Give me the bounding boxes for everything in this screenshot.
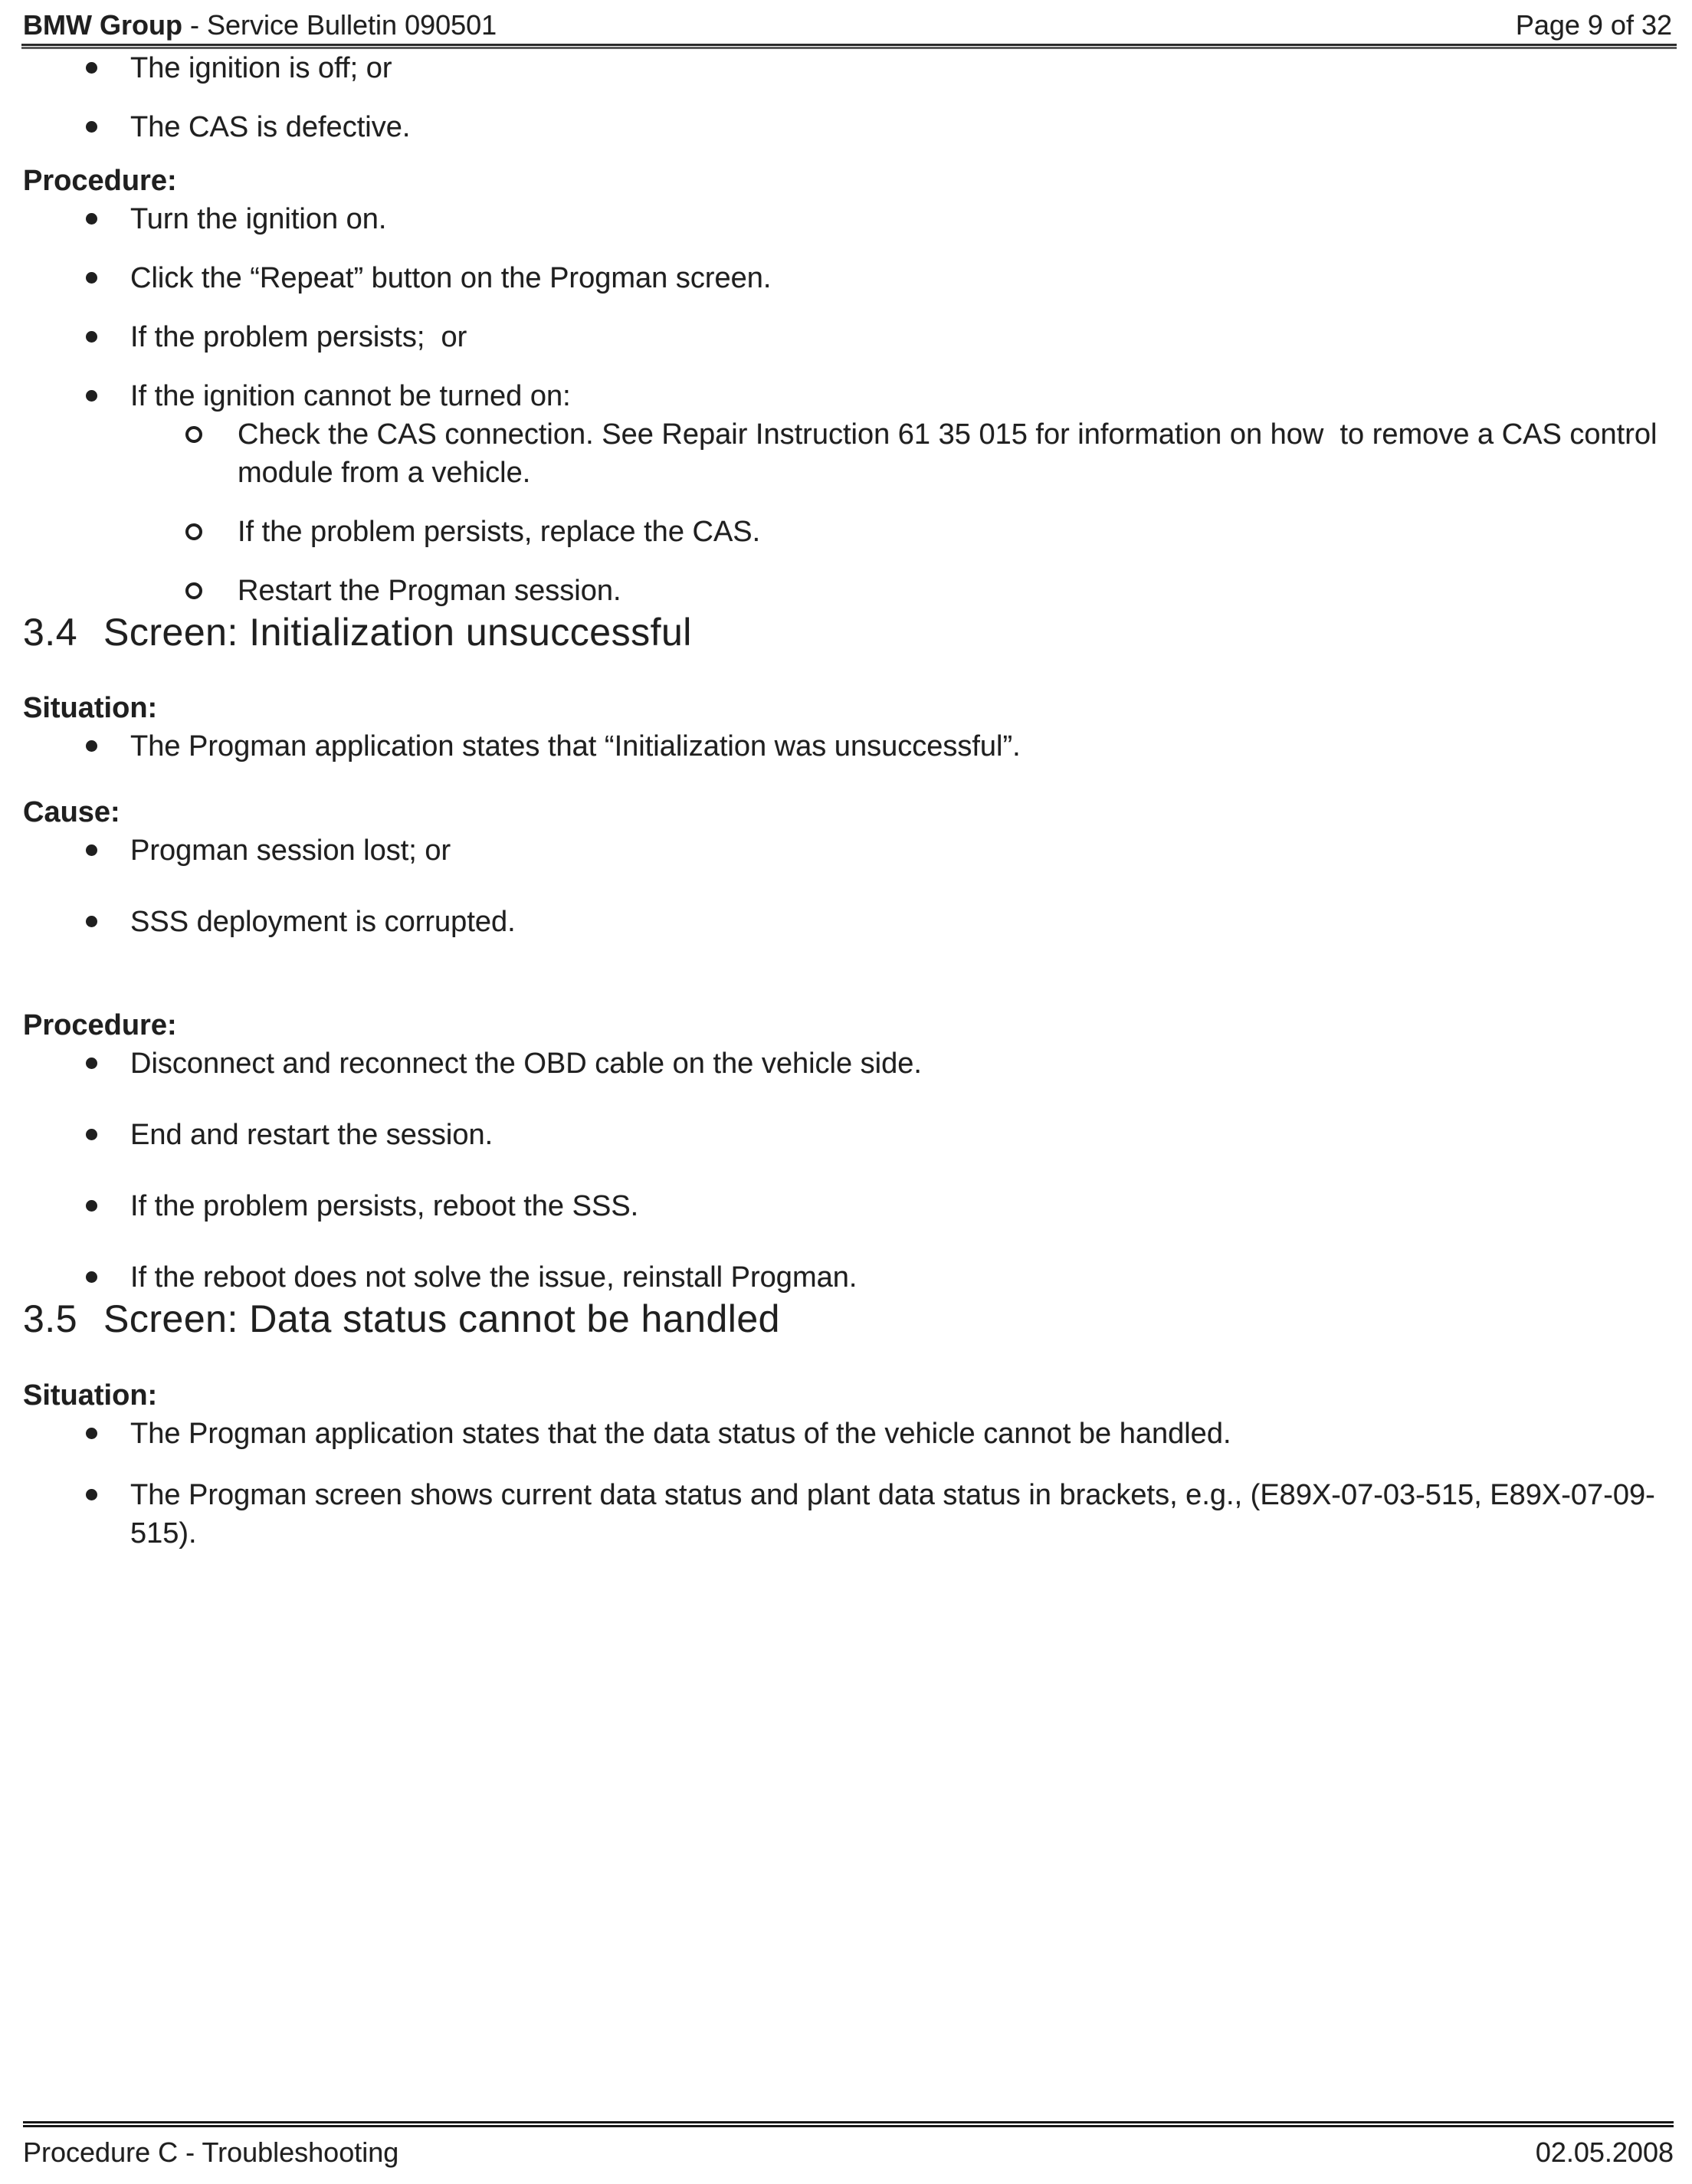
procedure-bullet-list	[23, 200, 1672, 415]
sub-list-item-text: Check the CAS connection. See Repair Instruction 61 35 015 for information on how to remove a CAS control module from a vehicle.	[238, 418, 1666, 489]
list-item	[23, 49, 1672, 87]
list-item-text: The CAS is defective.	[130, 111, 411, 143]
list-item	[23, 318, 1672, 356]
page-indicator: Page 9 of 32	[1515, 9, 1672, 41]
intro-bullet-list	[23, 49, 1672, 146]
header-rule	[21, 44, 1677, 49]
list-item-text: The ignition is off; or	[130, 52, 392, 84]
list-item-text: SSS deployment is corrupted.	[130, 906, 516, 938]
page-footer	[23, 2121, 1674, 2170]
list-item	[23, 831, 1672, 870]
list-item-text: The Progman application states that the data status of the vehicle cannot be handled.	[130, 1418, 1231, 1450]
situation2-bullet-list	[23, 1415, 1672, 1553]
procedure-label: Procedure:	[23, 165, 177, 197]
list-item-text: End and restart the session.	[130, 1119, 494, 1151]
document-body	[0, 49, 1692, 1553]
list-item	[23, 259, 1672, 297]
procedure-label: Procedure:	[23, 1009, 177, 1041]
cause-bullet-list	[23, 831, 1672, 941]
list-item	[23, 1116, 1672, 1154]
sub-list-item-text: Restart the Progman session.	[238, 575, 621, 607]
list-item	[23, 200, 1672, 238]
procedure2-bullet-list	[23, 1044, 1672, 1297]
list-item-text: The Progman screen shows current data status and plant data status in brackets, e.g., (E89X-07-03-515, E89X-07-09-515).	[130, 1479, 1655, 1549]
list-item-text: Progman session lost; or	[130, 835, 451, 867]
footer-date: 02.05.2008	[1535, 2136, 1674, 2168]
procedure-sub-bullet-list	[23, 415, 1672, 610]
section-title: Screen: Initialization unsuccessful	[103, 611, 692, 654]
document-title-rest: - Service Bulletin 090501	[182, 9, 497, 41]
list-item	[23, 727, 1672, 766]
section-heading-3-4	[23, 610, 1672, 654]
situation-label: Situation:	[23, 692, 158, 724]
situation-label: Situation:	[23, 1379, 158, 1412]
footer-procedure-label: Procedure C - Troubleshooting	[23, 2136, 399, 2168]
section-number: 3.5	[23, 1297, 78, 1340]
list-item-text: If the ignition cannot be turned on:	[130, 380, 571, 412]
list-item	[23, 377, 1672, 415]
list-item-text: If the problem persists, reboot the SSS.	[130, 1190, 639, 1222]
footer-text-row	[23, 2135, 1674, 2170]
list-item	[23, 1044, 1672, 1083]
list-item	[23, 1258, 1672, 1297]
page-header	[0, 0, 1692, 43]
section-title: Screen: Data status cannot be handled	[103, 1297, 780, 1340]
list-item-text: Click the “Repeat” button on the Progman screen.	[130, 262, 772, 294]
sub-list-item	[23, 513, 1671, 551]
list-item-text: The Progman application states that “Initialization was unsuccessful”.	[130, 730, 1021, 762]
list-item-text: Disconnect and reconnect the OBD cable on the vehicle side.	[130, 1048, 922, 1080]
document-title	[23, 8, 497, 43]
footer-rule	[23, 2121, 1674, 2127]
list-item-text: Turn the ignition on.	[130, 203, 387, 235]
section-heading-3-5	[23, 1297, 1672, 1341]
list-item	[23, 903, 1672, 941]
section-number: 3.4	[23, 611, 78, 654]
list-item-text: If the problem persists; or	[130, 321, 467, 353]
list-item	[23, 1476, 1672, 1553]
sub-list-item	[23, 415, 1671, 492]
list-item	[23, 1187, 1672, 1225]
document-title-brand: BMW Group	[23, 9, 182, 41]
list-item	[23, 108, 1672, 146]
sub-list-item-text: If the problem persists, replace the CAS.	[238, 516, 761, 548]
situation-bullet-list	[23, 727, 1672, 766]
list-item	[23, 1415, 1672, 1453]
cause-label: Cause:	[23, 796, 120, 828]
list-item-text: If the reboot does not solve the issue, reinstall Progman.	[130, 1261, 857, 1294]
sub-list-item	[23, 572, 1671, 610]
